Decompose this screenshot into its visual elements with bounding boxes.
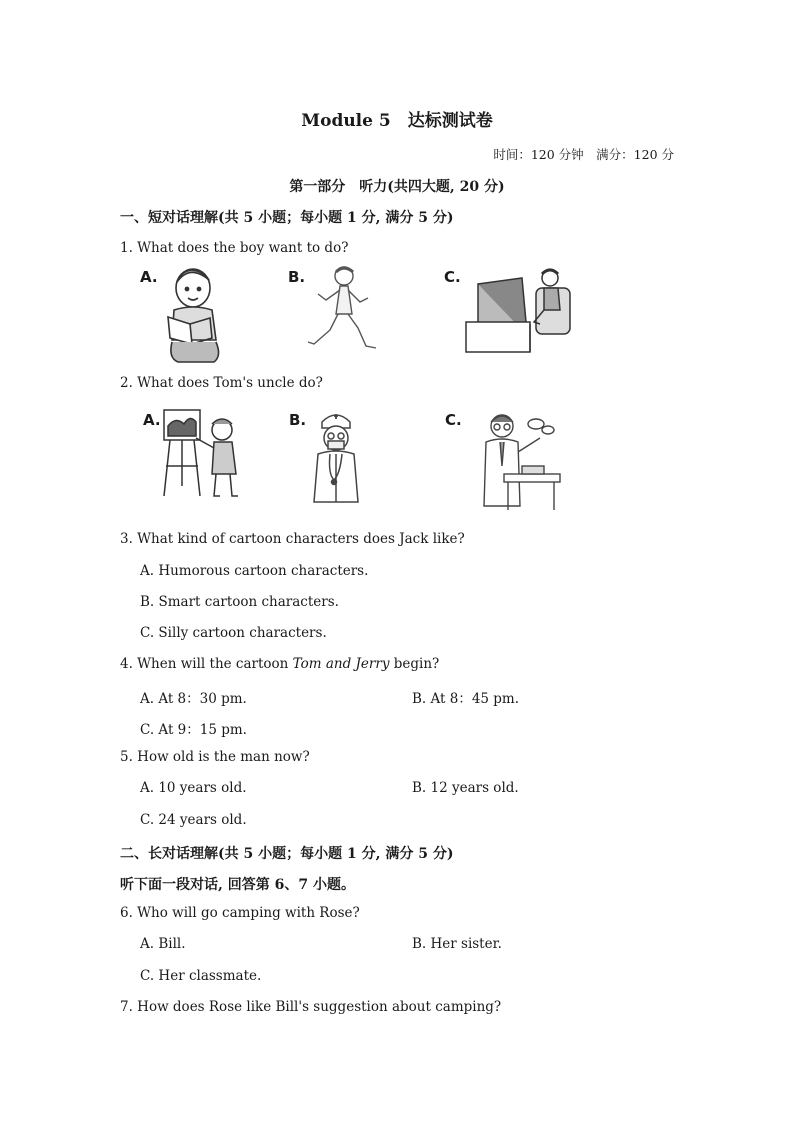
question-4 bbox=[120, 656, 439, 672]
section-heading-1: 一、短对话理解(共 5 小题；每小题 1 分, 满分 5 分) bbox=[120, 210, 454, 226]
q6-option-a[interactable]: A. Bill. bbox=[140, 936, 186, 952]
painter-icon bbox=[160, 406, 242, 502]
boy-reading-icon bbox=[160, 262, 225, 364]
q3-option-a[interactable]: A. Humorous cartoon characters. bbox=[140, 563, 369, 579]
q3-option-b[interactable]: B. Smart cartoon characters. bbox=[140, 594, 339, 610]
q5-option-a[interactable]: A. 10 years old. bbox=[140, 780, 247, 796]
q3-option-c[interactable]: C. Silly cartoon characters. bbox=[140, 625, 327, 641]
q6-option-c[interactable]: C. Her classmate. bbox=[140, 968, 262, 984]
doctor-icon bbox=[310, 408, 362, 506]
time-score-info: 时间：120 分钟 满分：120 分 bbox=[493, 147, 674, 162]
question-1: 1. What does the boy want to do? bbox=[120, 240, 349, 256]
q4-option-a[interactable]: A. At 8：30 pm. bbox=[140, 691, 247, 707]
q4-prefix: 4. When will the cartoon bbox=[120, 656, 293, 672]
section-heading-2: 二、长对话理解(共 5 小题；每小题 1 分, 满分 5 分) bbox=[120, 846, 454, 862]
q2-letter-a: A. bbox=[143, 411, 161, 429]
q2-letter-c: C. bbox=[445, 411, 462, 429]
boy-watching-tv-icon bbox=[464, 266, 574, 354]
q4-cartoon-title: Tom and Jerry bbox=[292, 656, 390, 672]
page-title: Module 5 达标测试卷 bbox=[301, 111, 493, 131]
q4-suffix: begin? bbox=[389, 656, 440, 672]
q2-letter-b: B. bbox=[289, 411, 307, 429]
q5-option-c[interactable]: C. 24 years old. bbox=[140, 812, 247, 828]
part-heading: 第一部分 听力(共四大题, 20 分) bbox=[289, 179, 505, 195]
boy-running-icon bbox=[304, 264, 380, 356]
q1-letter-b: B. bbox=[288, 268, 306, 286]
q5-option-b[interactable]: B. 12 years old. bbox=[412, 780, 519, 796]
question-2: 2. What does Tom's uncle do? bbox=[120, 375, 323, 391]
question-3: 3. What kind of cartoon characters does Jack like? bbox=[120, 531, 465, 547]
q1-letter-c: C. bbox=[444, 268, 461, 286]
q6-option-b[interactable]: B. Her sister. bbox=[412, 936, 502, 952]
section-instruction: 听下面一段对话, 回答第 6、7 小题。 bbox=[120, 877, 355, 893]
question-6: 6. Who will go camping with Rose? bbox=[120, 905, 360, 921]
q1-letter-a: A. bbox=[140, 268, 158, 286]
q4-option-c[interactable]: C. At 9：15 pm. bbox=[140, 722, 247, 738]
q4-option-b[interactable]: B. At 8：45 pm. bbox=[412, 691, 520, 707]
teacher-icon bbox=[480, 406, 560, 510]
question-5: 5. How old is the man now? bbox=[120, 749, 310, 765]
question-7: 7. How does Rose like Bill's suggestion about camping? bbox=[120, 999, 502, 1015]
